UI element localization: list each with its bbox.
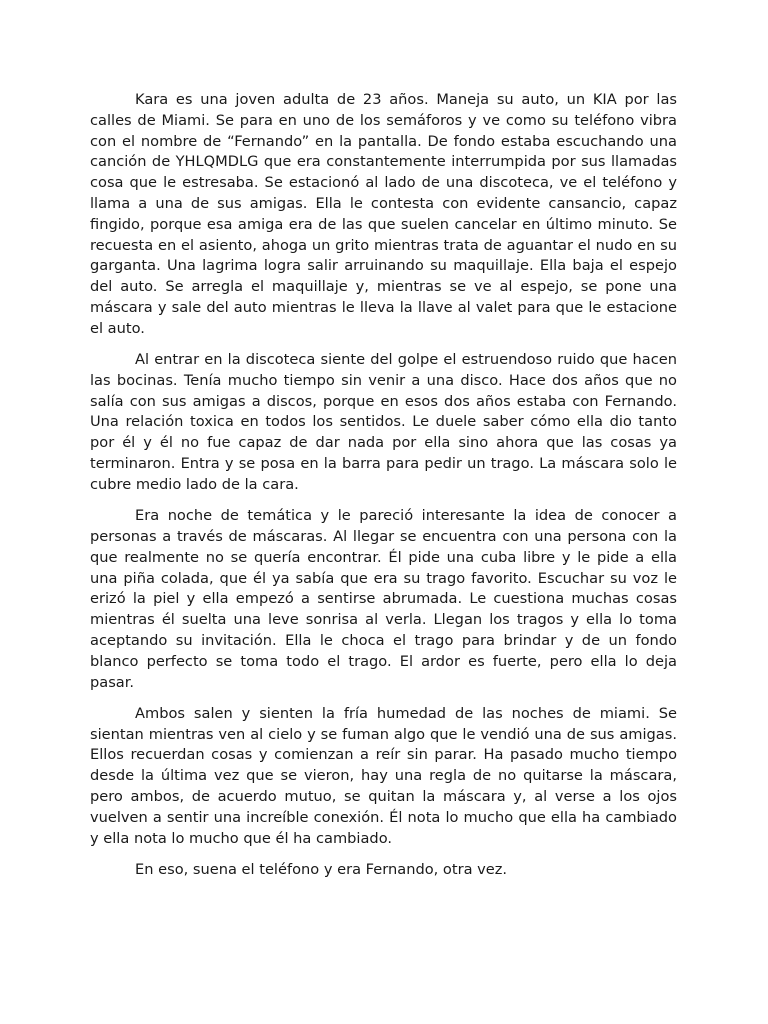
paragraph-1: Kara es una joven adulta de 23 años. Maneja su auto, un KIA por las calles de Miami. Se para en uno de los semáforos y ve como su teléfono vibra con el nombre de “Fernando” en la pantalla. De fondo estaba escuchando una canción de YHLQMDLG que era constantemente interrumpida por sus llamadas cosa que le estresaba. Se estacionó al lado de una discoteca, ve el teléfono y llama a una de sus amigas. Ella le contesta con evidente cansancio, capaz fingido, porque esa amiga era de las que suelen cancelar en último minuto. Se recuesta en el asiento, ahoga un grito mientras trata de aguantar el nudo en su garganta. Una lagrima logra salir arruinando su maquillaje. Ella baja el espejo del auto. Se arregla el maquillaje y, mientras se ve al espejo, se pone una máscara y sale del auto mientras le lleva la llave al valet para que le estacione el auto. <box>90 91 677 337</box>
paragraph-5: En eso, suena el teléfono y era Fernando, otra vez. <box>135 860 508 878</box>
paragraph-3: Era noche de temática y le pareció interesante la idea de conocer a personas a través de máscaras. Al llegar se encuentra con una persona con la que realmente no se quería encontrar. Él pide una cuba libre y le pide a ella una piña colada, que él ya sabía que era su trago favorito. Escuchar su voz le erizó la piel y ella empezó a sentirse abrumada. Le cuestiona muchas cosas mientras él suelta una leve sonrisa al verla. Llegan los tragos y ella lo toma aceptando su invitación. Ella le choca el trago para brindar y de un fondo blanco perfecto se toma todo el trago. El ardor es fuerte, pero ella lo deja pasar. <box>90 507 677 691</box>
paragraph-4: Ambos salen y sienten la fría humedad de las noches de miami. Se sientan mientras ven al cielo y se fuman algo que le vendió una de sus amigas. Ellos recuerdan cosas y comienzan a reír sin parar. Ha pasado mucho tiempo desde la última vez que se vieron, hay una regla de no quitarse la máscara, pero ambos, de acuerdo mutuo, se quitan la máscara y, al verse a los ojos vuelven a sentir una increíble conexión. Él nota lo mucho que ella ha cambiado y ella nota lo mucho que él ha cambiado. <box>90 704 677 847</box>
document-page <box>90 90 677 891</box>
paragraph-2: Al entrar en la discoteca siente del golpe el estruendoso ruido que hacen las bocinas. Tenía mucho tiempo sin venir a una disco. Hace dos años que no salía con sus amigas a discos, porque en esos dos años estaba con Fernando. Una relación toxica en todos los sentidos. Le duele saber cómo ella dio tanto por él y él no fue capaz de dar nada por ella sino ahora que las cosas ya terminaron. Entra y se posa en la barra para pedir un trago. La máscara solo le cubre medio lado de la cara. <box>90 351 677 493</box>
